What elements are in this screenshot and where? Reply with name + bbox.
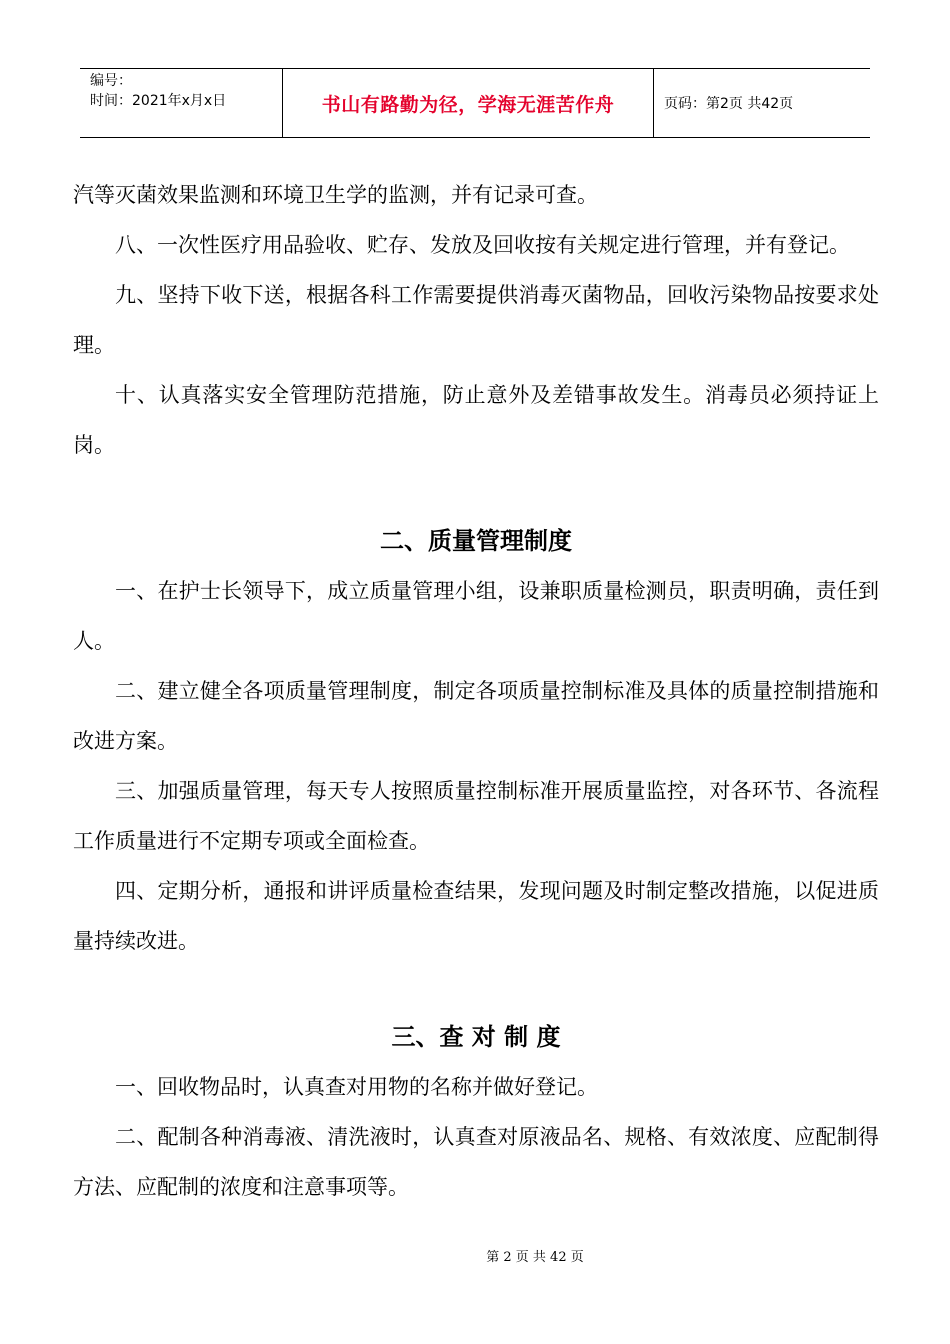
- quality-item-4: 四、定期分析，通报和讲评质量检查结果，发现问题及时制定整改措施，以促进质量持续改进。: [73, 879, 879, 953]
- quality-item-1: 一、在护士长领导下，成立质量管理小组，设兼职质量检测员，职责明确，责任到人。: [73, 579, 879, 653]
- document-body: [73, 170, 879, 1212]
- rule-item-10: 十、认真落实安全管理防范措施，防止意外及差错事故发生。消毒员必须持证上岗。: [73, 383, 879, 457]
- quality-item-2: 二、建立健全各项质量管理制度，制定各项质量控制标准及具体的质量控制措施和改进方案。: [73, 679, 879, 753]
- page-header: [80, 68, 870, 138]
- quality-item-3: 三、加强质量管理，每天专人按照质量控制标准开展质量监控，对各环节、各流程工作质量进行不定期专项或全面检查。: [73, 779, 879, 853]
- checking-item-2: 二、配制各种消毒液、清洗液时，认真查对原液品名、规格、有效浓度、应配制得方法、应配制的浓度和注意事项等。: [73, 1125, 879, 1199]
- rule-item-8: 八、一次性医疗用品验收、贮存、发放及回收按有关规定进行管理，并有登记。: [115, 233, 850, 257]
- section-title-quality-management: 二、质量管理制度: [380, 526, 572, 555]
- header-page-info: 页码：第2页 共42页: [664, 96, 794, 112]
- header-motto: 书山有路勤为径，学海无涯苦作舟: [282, 69, 654, 137]
- header-meta: [80, 69, 282, 137]
- document-number-label: 编号：: [90, 73, 132, 89]
- document-date: 时间：2021年x月x日: [90, 93, 227, 109]
- checking-item-1: 一、回收物品时，认真查对用物的名称并做好登记。: [115, 1075, 598, 1099]
- section-title-checking-system: 三、查 对 制 度: [391, 1022, 561, 1051]
- page-footer: 第 2 页 共 42 页: [486, 1250, 584, 1265]
- rule-item-9: 九、坚持下收下送，根据各科工作需要提供消毒灭菌物品，回收污染物品按要求处理。: [73, 283, 879, 357]
- continuation-paragraph: 汽等灭菌效果监测和环境卫生学的监测，并有记录可查。: [73, 183, 598, 207]
